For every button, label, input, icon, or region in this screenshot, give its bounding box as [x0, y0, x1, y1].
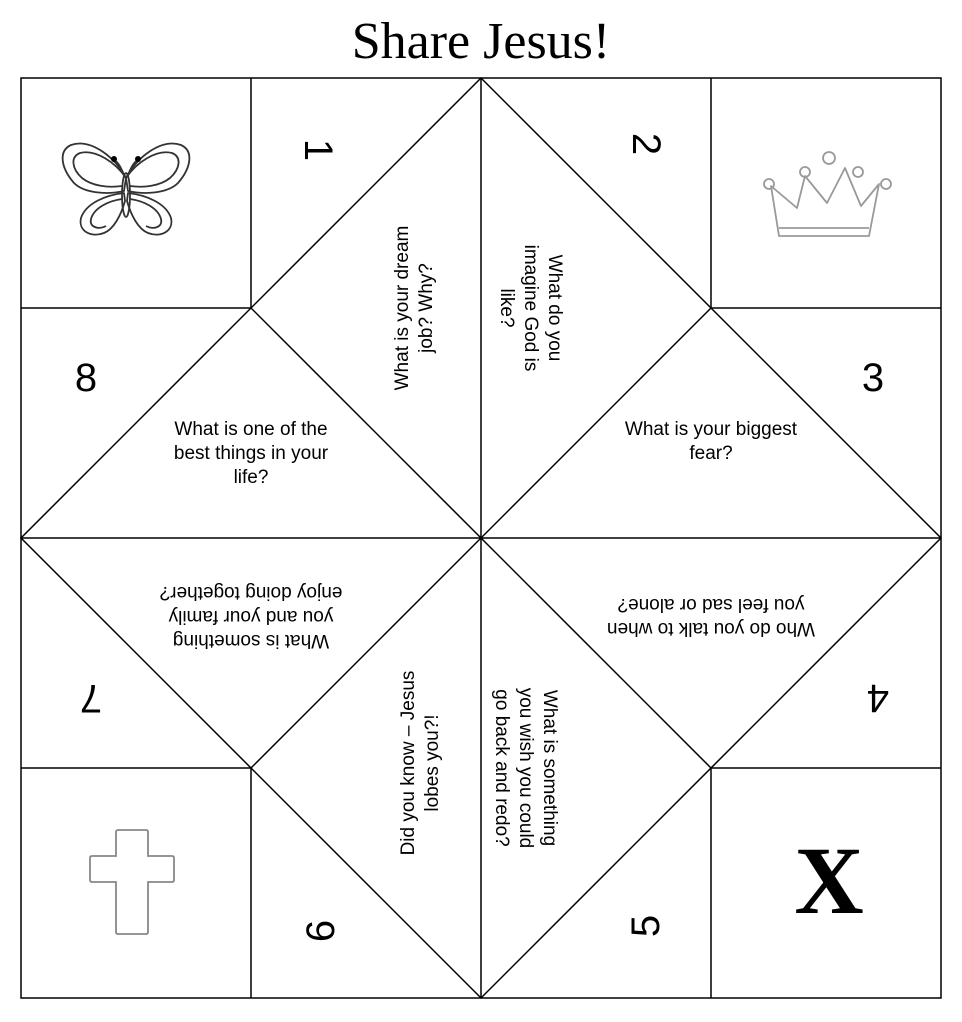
page-title: Share Jesus! [351, 13, 611, 70]
number-1: 1 [296, 138, 340, 162]
question-3: What is your biggest fear? [624, 419, 798, 464]
question-4: Who do you talk to when you feel sad or alone? [606, 594, 816, 639]
question-8: What is one of the best things in your life? [173, 419, 329, 488]
question-5: What is something you wish you could go back and redo? [491, 687, 560, 849]
cross-icon [86, 826, 178, 938]
crown-icon [761, 148, 896, 240]
number-7: 7 [79, 676, 103, 720]
question-1: What is your dream job? Why? [392, 225, 437, 391]
question-2: What do you imagine God is like? [496, 244, 565, 372]
x-mark: X [794, 827, 864, 934]
number-8: 8 [74, 356, 98, 400]
number-6: 6 [299, 919, 343, 943]
number-2: 2 [624, 132, 668, 156]
butterfly-icon [56, 133, 196, 248]
number-3: 3 [861, 356, 885, 400]
number-4: 4 [866, 676, 890, 720]
question-6: Did you know – Jesus lobes you?! [398, 670, 443, 856]
question-7: What is something you and your family enjoy doing together? [159, 582, 343, 651]
number-5: 5 [624, 914, 668, 938]
